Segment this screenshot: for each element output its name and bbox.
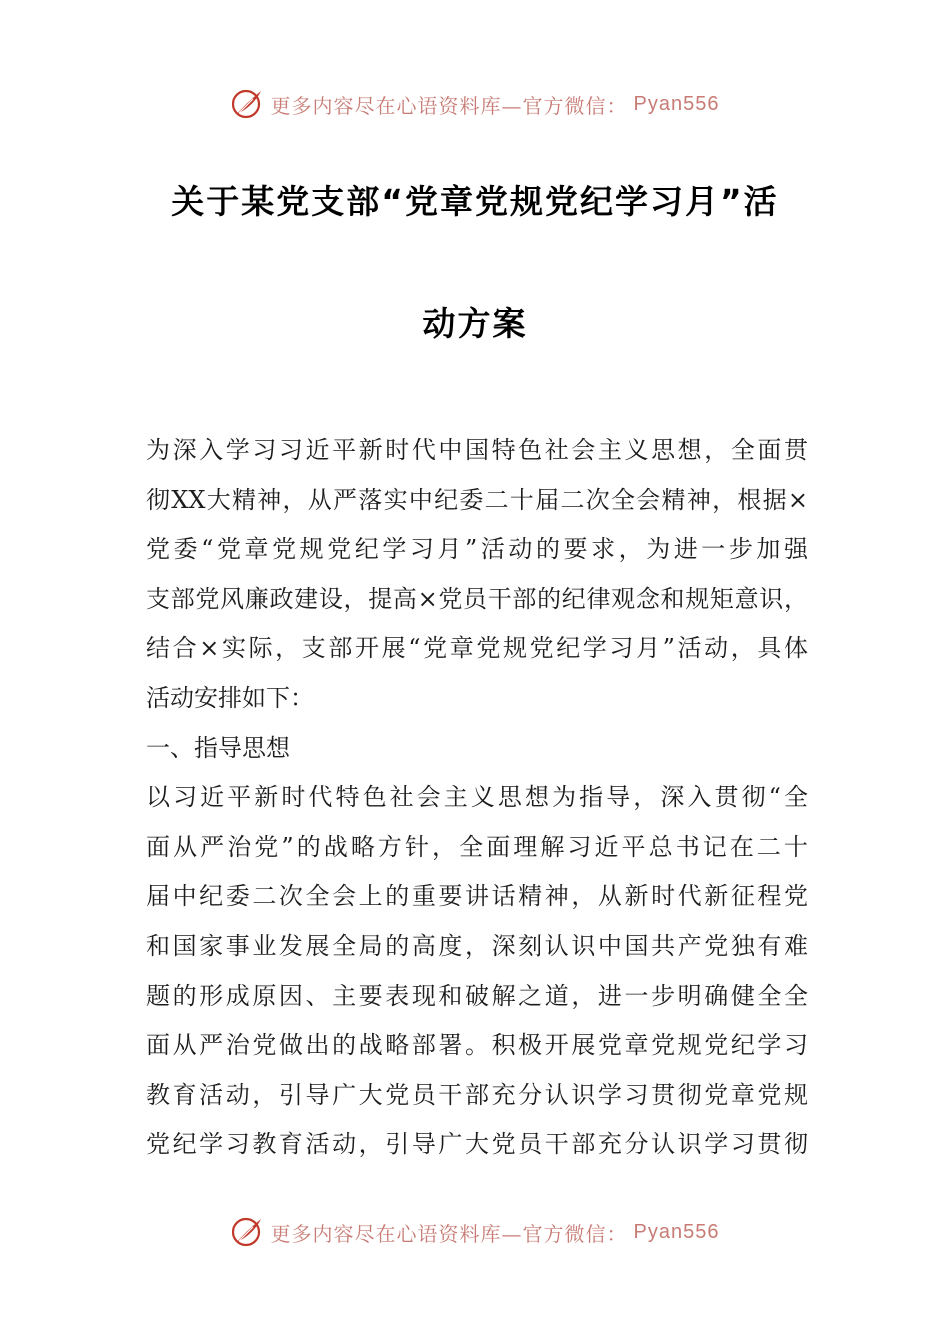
body-line: 和国家事业发展全局的高度，深刻认识中国共产党独有难: [146, 931, 808, 960]
body-line: 教育活动，引导广大党员干部充分认识学习贯彻党章党规: [146, 1080, 808, 1109]
section-heading: 一、指导思想: [146, 733, 290, 762]
body-line: 支部党风廉政建设，提高×党员干部的纪律观念和规矩意识，: [146, 584, 808, 613]
document-title-line-1: 关于某党支部“党章党规党纪学习月”活: [171, 182, 779, 221]
watermark-text: 更多内容尽在心语资料库—官方微信：: [270, 1221, 628, 1246]
body-line: 活动安排如下：: [146, 683, 314, 712]
footer-watermark: [0, 1212, 950, 1252]
quill-logo-icon: [231, 1215, 265, 1249]
body-line: 党委“党章党规党纪学习月”活动的要求，为进一步加强: [146, 535, 808, 564]
watermark-wechat-id: Pyan556: [633, 92, 720, 115]
body-line: 题的形成原因、主要表现和破解之道，进一步明确健全全: [146, 981, 808, 1010]
document-body: [146, 426, 808, 1170]
quill-logo-icon: [231, 87, 265, 121]
body-line: 党纪学习教育活动，引导广大党员干部充分认识学习贯彻: [146, 1130, 808, 1159]
watermark-wechat-id: Pyan556: [633, 1220, 720, 1243]
watermark-text: 更多内容尽在心语资料库—官方微信：: [270, 93, 628, 118]
body-line: 以习近平新时代特色社会主义思想为指导，深入贯彻“全: [146, 783, 808, 812]
body-line: 届中纪委二次全会上的重要讲话精神，从新时代新征程党: [146, 882, 808, 911]
document-title-line-2: 动方案: [422, 304, 528, 343]
body-line: 彻XX大精神，从严落实中纪委二十届二次全会精神，根据×: [146, 485, 808, 514]
header-watermark: [0, 84, 950, 124]
body-line: 结合×实际，支部开展“党章党规党纪学习月”活动，具体: [146, 634, 808, 663]
body-line: 为深入学习习近平新时代中国特色社会主义思想，全面贯: [146, 436, 808, 464]
body-line: 面从严治党做出的战略部署。积极开展党章党规党纪学习: [146, 1031, 808, 1060]
body-line: 面从严治党”的战略方针，全面理解习近平总书记在二十: [146, 832, 808, 861]
